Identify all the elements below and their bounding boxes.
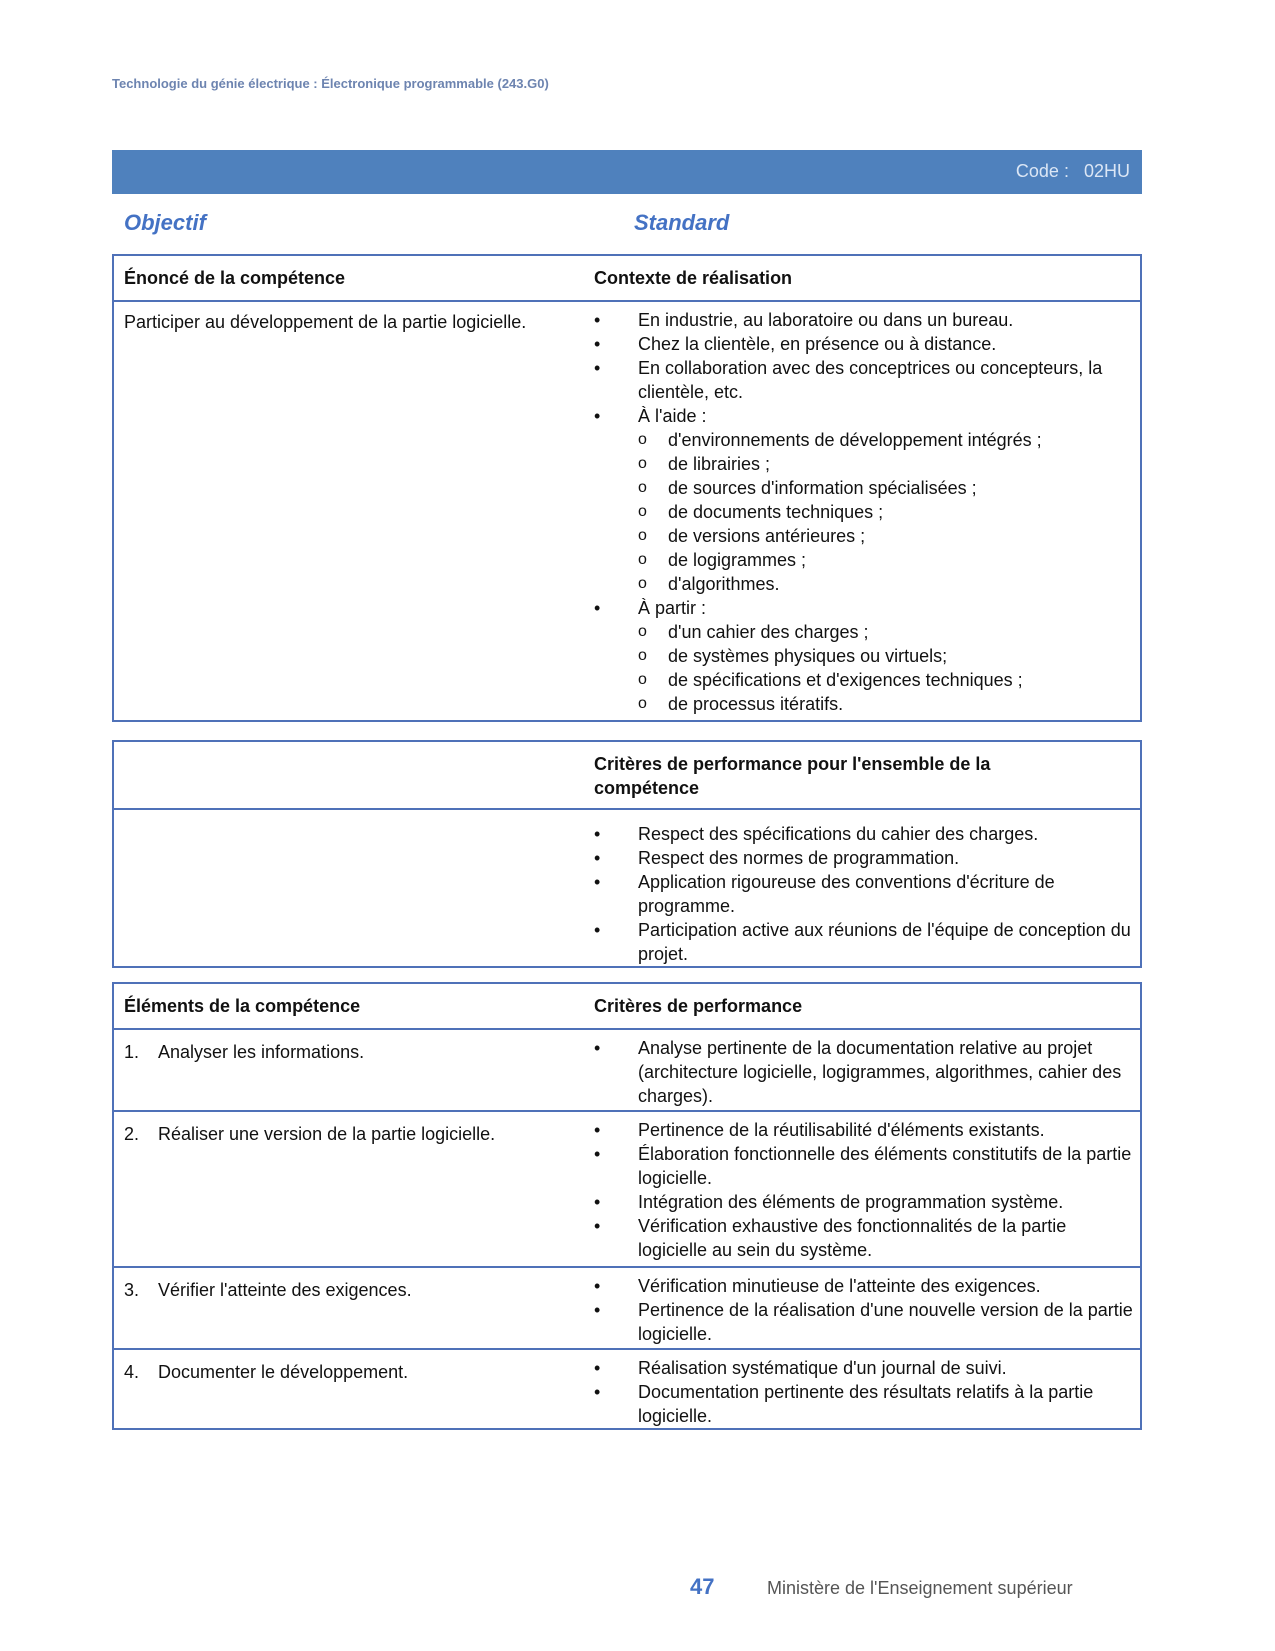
element-criterion: • Vérification minutieuse de l'atteinte des exigences. [594,1274,1134,1298]
enonce-header: Énoncé de la compétence [124,268,346,288]
performance-header: Critères de performance [594,996,803,1016]
element-number: 1. [124,1042,140,1062]
element-label [124,1278,412,1302]
element-label [124,1122,495,1146]
ministry-label: Ministère de l'Enseignement supérieur [767,1578,1073,1598]
partir-item: o de systèmes physiques ou virtuels; [638,644,1134,668]
ensemble-header: Critères de performance pour l'ensemble de la compétence [594,754,991,798]
element-criterion: • Pertinence de la réalisation d'une nouvelle version de la partie logicielle. [594,1298,1134,1346]
competence-box [112,254,1142,722]
element-criteria [594,1036,1134,1108]
element-criterion: • Réalisation systématique d'un journal de suivi. [594,1356,1134,1380]
elements-box-header [114,984,1140,1028]
contexte-item-partir [594,596,1134,716]
element-number: 2. [124,1124,140,1144]
element-criterion: • Intégration des éléments de programmation système. [594,1190,1134,1214]
ensemble-criterion: • Participation active aux réunions de l'équipe de conception du projet. [594,918,1134,966]
competence-code [1016,161,1130,182]
page-number: 47 [690,1574,715,1599]
partir-item: o d'un cahier des charges ; [638,620,1134,644]
element-criteria [594,1118,1134,1262]
element-row [114,1028,1140,1110]
aide-item: o de sources d'information spécialisées ; [638,476,1134,500]
element-criteria [594,1356,1134,1428]
elements-header: Éléments de la compétence [124,996,361,1016]
element-text: Analyser les informations. [158,1042,365,1062]
contexte-item: • En industrie, au laboratoire ou dans un bureau. [594,308,1134,332]
aide-item: o de documents techniques ; [638,500,1134,524]
element-text: Vérifier l'atteinte des exigences. [158,1280,412,1300]
objectif-title: Objectif [124,210,206,235]
element-label [124,1360,408,1384]
aide-item: o de librairies ; [638,452,1134,476]
element-criterion: • Pertinence de la réutilisabilité d'éléments existants. [594,1118,1134,1142]
standard-title: Standard [634,210,730,235]
ensemble-criterion: • Respect des spécifications du cahier des charges. [594,822,1134,846]
contexte-header: Contexte de réalisation [594,268,793,288]
partir-item: o de processus itératifs. [638,692,1134,716]
aide-label: À l'aide : [638,406,707,426]
code-band [112,150,1142,194]
element-number: 3. [124,1280,140,1300]
ensemble-criterion: • Application rigoureuse des conventions d'écriture de programme. [594,870,1134,918]
contexte-item: • En collaboration avec des conceptrices ou concepteurs, la clientèle, etc. [594,356,1134,404]
elements-box [112,982,1142,1430]
aide-item: o d'algorithmes. [638,572,1134,596]
element-label [124,1040,364,1064]
element-text: Réaliser une version de la partie logicielle. [158,1124,496,1144]
ensemble-criteria [594,822,1134,966]
page-footer [690,1574,1090,1606]
competence-box-header [114,256,1140,302]
contexte-list [594,308,1134,716]
element-row [114,1110,1140,1266]
enonce-text: Participer au développement de la partie logicielle. [124,312,527,332]
aide-item: o de versions antérieures ; [638,524,1134,548]
element-criteria [594,1274,1134,1346]
running-header: Technologie du génie électrique : Électronique programmable (243.G0) [112,76,549,91]
contexte-item: • Chez la clientèle, en présence ou à distance. [594,332,1134,356]
contexte-item-aide [594,404,1134,596]
aide-item: o d'environnements de développement intégrés ; [638,428,1134,452]
element-criterion: • Analyse pertinente de la documentation relative au projet (architecture logicielle, logigrammes, algorithmes, cahier des charges). [594,1036,1134,1108]
element-text: Documenter le développement. [158,1362,409,1382]
code-label: Code : [1015,161,1069,181]
ensemble-box [112,740,1142,968]
partir-item: o de spécifications et d'exigences techniques ; [638,668,1134,692]
aide-item: o de logigrammes ; [638,548,1134,572]
element-row [114,1348,1140,1430]
element-row [114,1266,1140,1348]
code-value: 02HU [1083,161,1130,181]
section-titles [112,210,1142,240]
ensemble-criterion: • Respect des normes de programmation. [594,846,1134,870]
element-criterion: • Élaboration fonctionnelle des éléments constitutifs de la partie logicielle. [594,1142,1134,1190]
ensemble-box-header [114,742,1140,810]
element-number: 4. [124,1362,140,1382]
element-criterion: • Documentation pertinente des résultats relatifs à la partie logicielle. [594,1380,1134,1428]
element-criterion: • Vérification exhaustive des fonctionnalités de la partie logicielle au sein du système. [594,1214,1134,1262]
partir-label: À partir : [638,598,707,618]
